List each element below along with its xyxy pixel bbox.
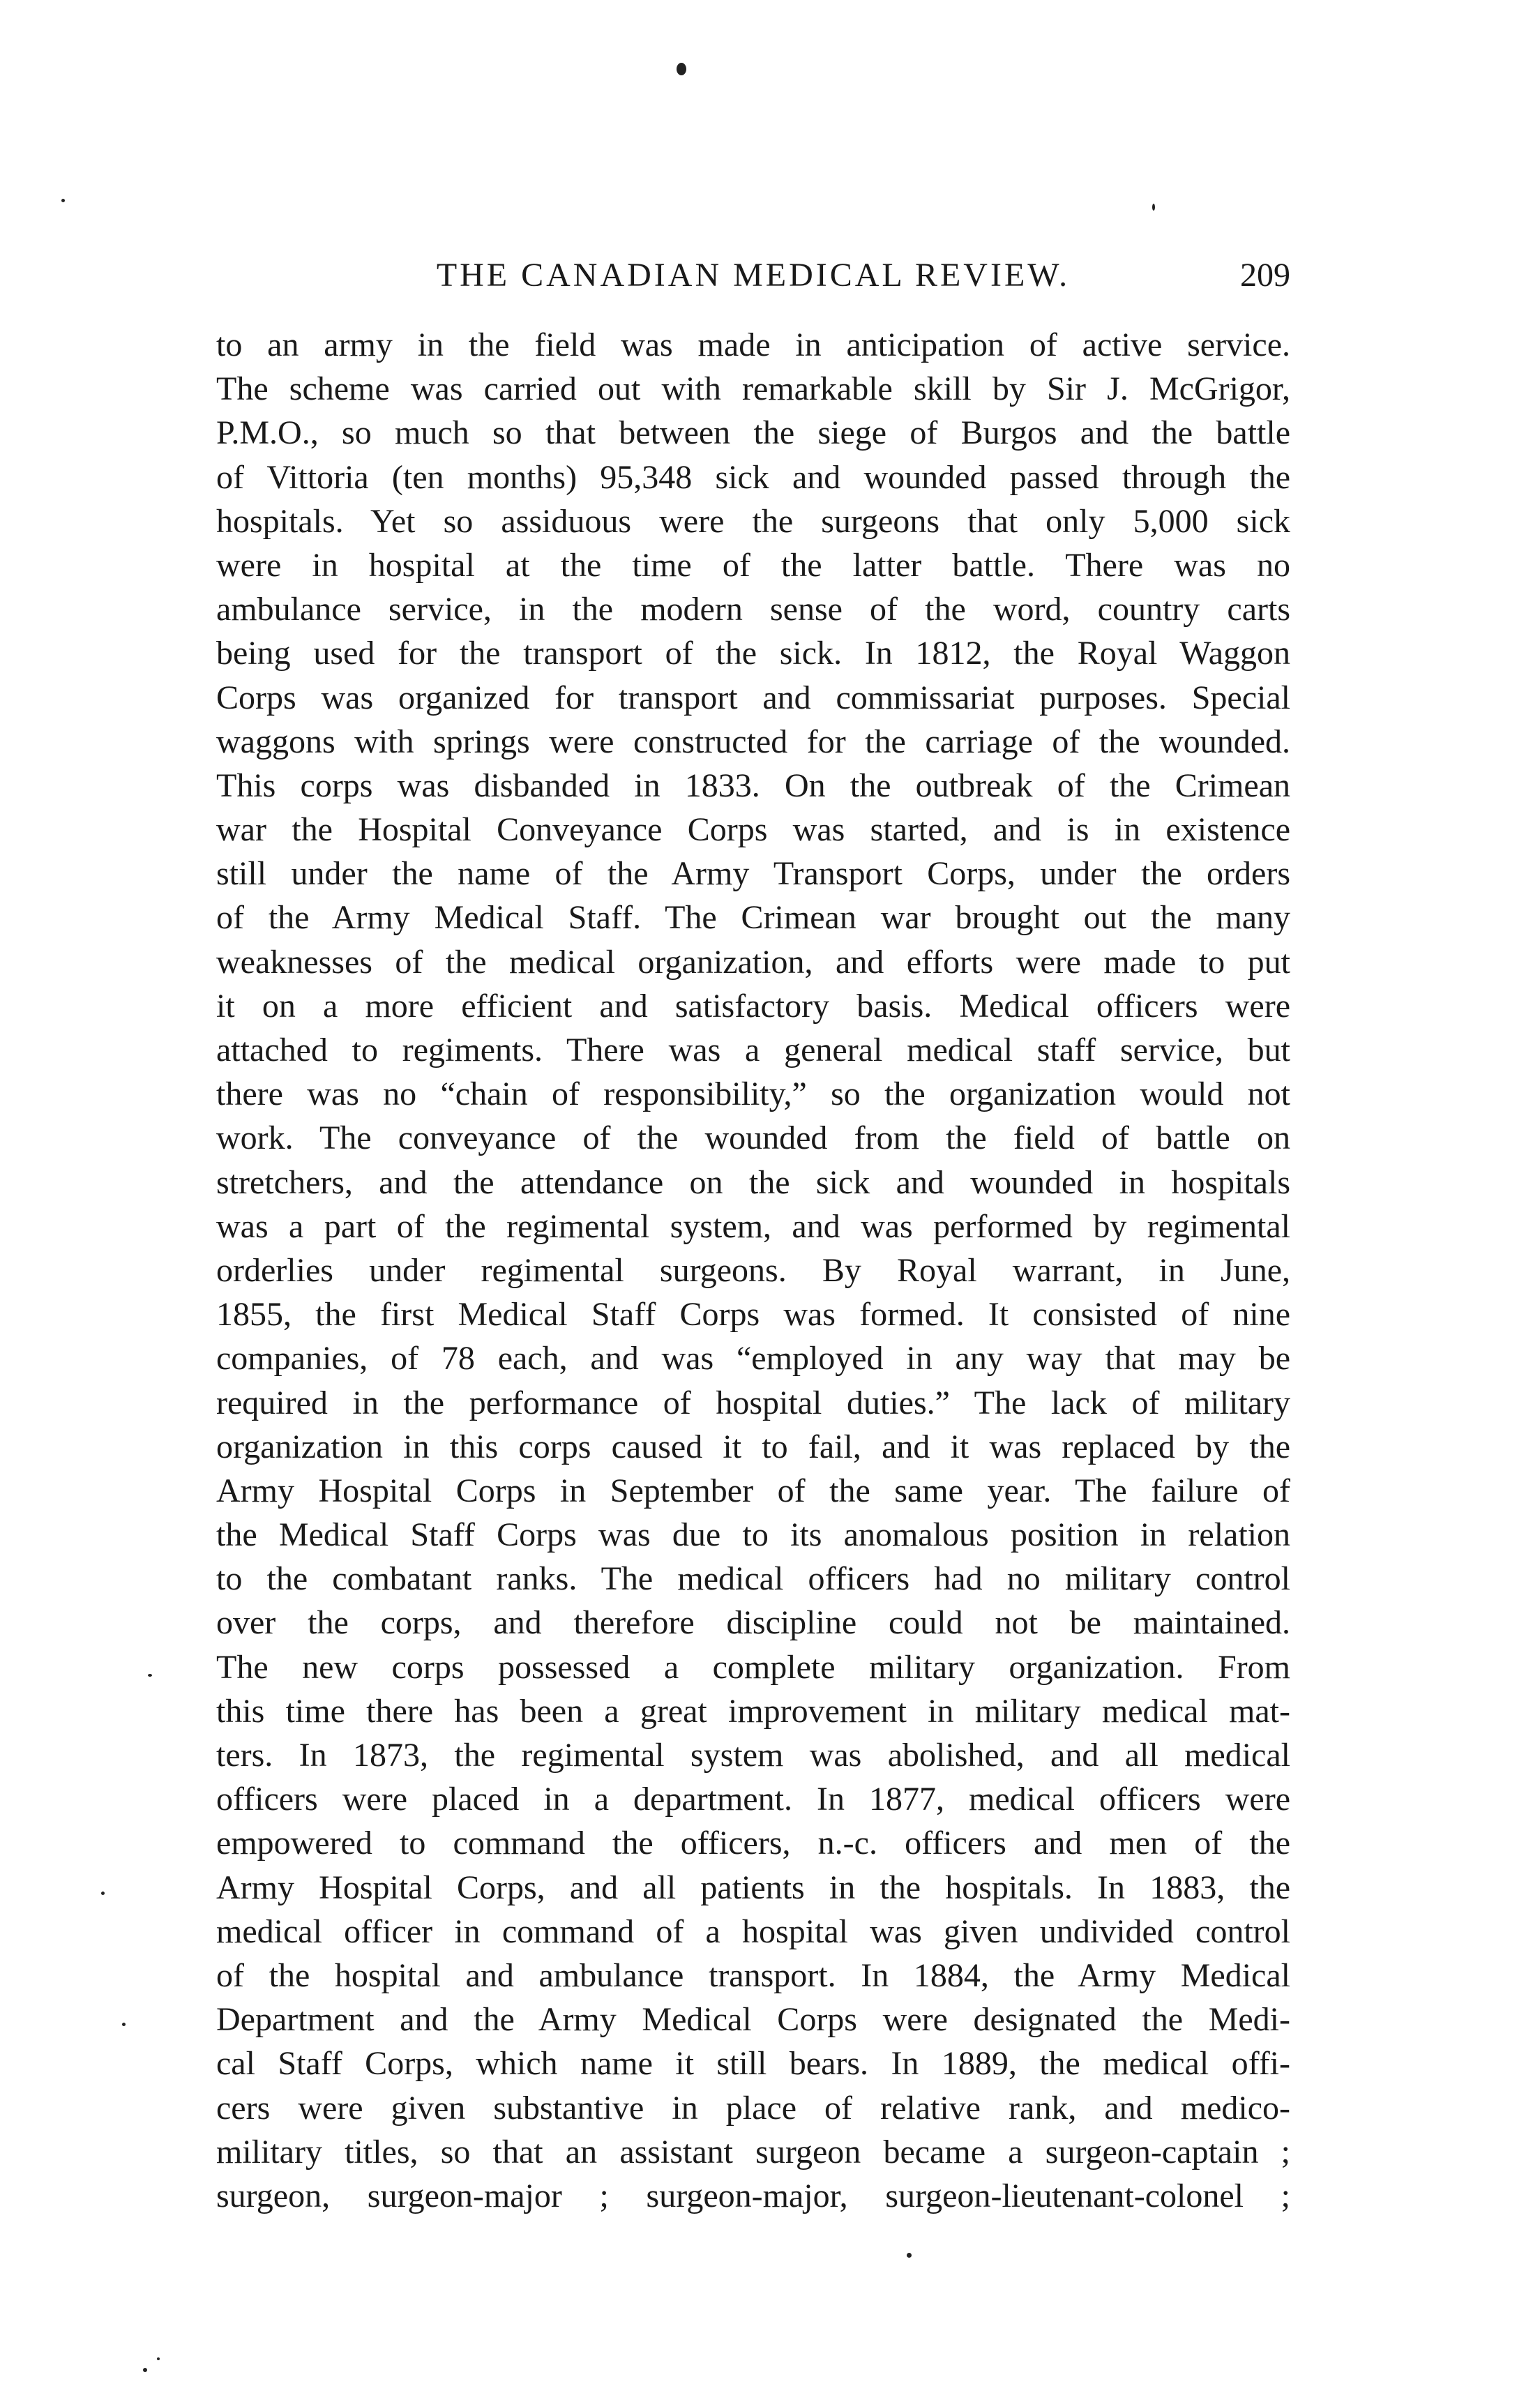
text-line: to the combatant ranks. The medical officers had no military control [216,1560,1290,1598]
text-line: being used for the transport of the sick. In 1812, the Royal Waggon [216,635,1290,672]
text-line: This corps was disbanded in 1833. On the outbreak of the Crimean [216,767,1290,804]
text-line: over the corps, and therefore discipline could not be maintained. [216,1604,1290,1642]
text-line: companies, of 78 each, and was “employed in any way that may be [216,1340,1290,1377]
text-line: 1855, the first Medical Staff Corps was formed. It consisted of nine [216,1296,1290,1334]
scan-speck [61,199,65,202]
text-line: to an army in the field was made in anticipation of active service. [216,326,1290,363]
text-line: there was no “chain of responsibility,” so the organization would not [216,1075,1290,1113]
scan-speck [148,1674,152,1677]
text-line: Army Hospital Corps in September of the same year. The failure of [216,1472,1290,1509]
text-line: empowered to command the officers, n.-c. officers and men of the [216,1825,1290,1862]
text-line: ters. In 1873, the regimental system was abolished, and all medical [216,1737,1290,1774]
text-line: medical officer in command of a hospital was given undivided control [216,1912,1290,1950]
text-line: still under the name of the Army Transport Corps, under the orders [216,855,1290,893]
text-line: was a part of the regimental system, and was performed by regimental [216,1207,1290,1245]
text-line: were in hospital at the time of the latter battle. There was no [216,546,1290,584]
text-line: P.M.O., so much so that between the siege of Burgos and the battle [216,414,1290,452]
text-line: it on a more efficient and satisfactory basis. Medical officers were [216,987,1290,1025]
text-line: of the hospital and ambulance transport. In 1884, the Army Medical [216,1956,1290,1994]
text-line: the Medical Staff Corps was due to its anomalous position in relation [216,1516,1290,1554]
scan-speck [677,63,686,75]
scan-speck [907,2253,912,2258]
text-line: hospitals. Yet so assiduous were the surgeons that only 5,000 sick [216,502,1290,540]
text-line: this time there has been a great improvement in military medical mat- [216,1692,1290,1730]
text-line: cers were given substantive in place of relative rank, and medico- [216,2089,1290,2127]
text-line: attached to regiments. There was a general medical staff service, but [216,1032,1290,1069]
text-line: Corps was organized for transport and commissariat purposes. Special [216,679,1290,716]
text-line: surgeon, surgeon-major ; surgeon-major, surgeon-lieutenant-colonel ; [216,2177,1290,2214]
page-number: 209 [1240,257,1290,294]
scan-speck [122,2023,126,2026]
text-line: weaknesses of the medical organization, and efforts were made to put [216,943,1290,981]
text-line: of the Army Medical Staff. The Crimean war brought out the many [216,899,1290,937]
text-line: waggons with springs were constructed for the carriage of the wounded. [216,723,1290,760]
scan-speck [1152,204,1155,211]
text-line: required in the performance of hospital duties.” The lack of military [216,1384,1290,1421]
text-line: stretchers, and the attendance on the sick and wounded in hospitals [216,1163,1290,1201]
text-line: of Vittoria (ten months) 95,348 sick and wounded passed through the [216,458,1290,496]
text-line: military titles, so that an assistant surgeon became a surgeon-captain ; [216,2133,1290,2171]
text-line: Army Hospital Corps, and all patients in the hospitals. In 1883, the [216,1869,1290,1906]
scan-speck [143,2368,147,2372]
text-line: officers were placed in a department. In 1877, medical officers were [216,1781,1290,1818]
text-line: ambulance service, in the modern sense of the word, country carts [216,591,1290,628]
running-title: THE CANADIAN MEDICAL REVIEW. [436,257,1071,294]
text-line: organization in this corps caused it to fail, and it was replaced by the [216,1428,1290,1465]
scan-speck [157,2357,160,2360]
text-line: war the Hospital Conveyance Corps was started, and is in existence [216,811,1290,849]
body-text [216,323,1290,2218]
text-line: The new corps possessed a complete military organization. From [216,1648,1290,1686]
text-line: cal Staff Corps, which name it still bears. In 1889, the medical offi- [216,2045,1290,2083]
page-header [216,251,1290,300]
scan-speck [101,1892,105,1895]
text-line: orderlies under regimental surgeons. By Royal warrant, in June, [216,1251,1290,1289]
text-line: The scheme was carried out with remarkable skill by Sir J. McGrigor, [216,370,1290,408]
text-line: Department and the Army Medical Corps were designated the Medi- [216,2001,1290,2039]
text-line: work. The conveyance of the wounded from the field of battle on [216,1119,1290,1157]
